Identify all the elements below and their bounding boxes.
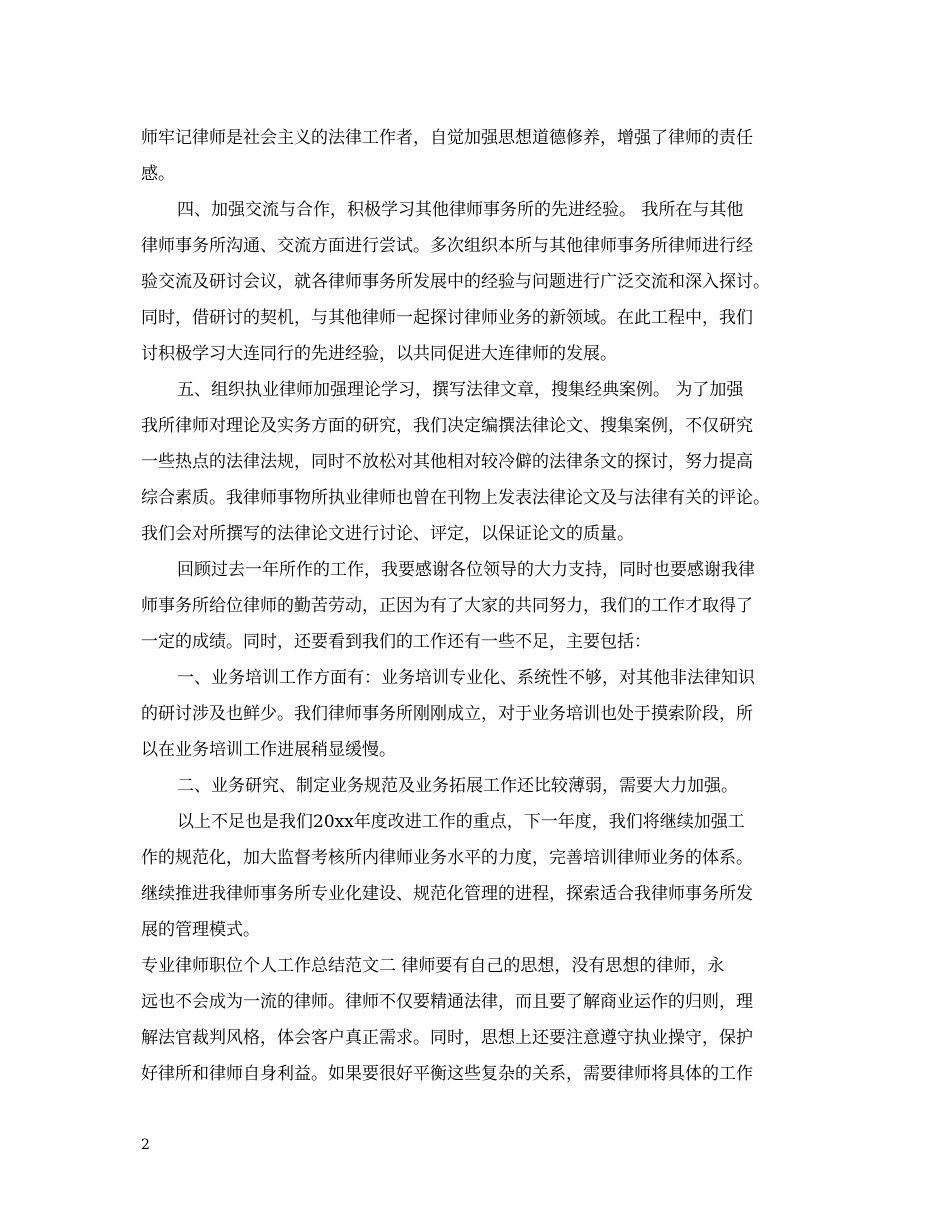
text-line: 作的规范化，加大监督考核所内律师业务水平的力度，完善培训律师业务的体系。 — [141, 848, 753, 868]
text-line: 我所律师对理论及实务方面的研究，我们决定编撰法律论文、搜集案例，不仅研究 — [141, 416, 753, 436]
text-line: 远也不会成为一流的律师。律师不仅要精通法律，而且要了解商业运作的归则，理 — [141, 992, 753, 1012]
text-line: 专业律师职位个人工作总结范文二 律师要有自己的思想，没有思想的律师，永 — [141, 956, 725, 976]
text-line: 五、组织执业律师加强理论学习，撰写法律文章，搜集经典案例。 为了加强 — [177, 380, 744, 400]
text-line: 一定的成绩。同时，还要看到我们的工作还有一些不足，主要包括： — [141, 632, 651, 652]
text-line: 律师事务所沟通、交流方面进行尝试。多次组织本所与其他律师事务所律师进行经 — [141, 236, 753, 256]
text-line: 感。 — [141, 164, 175, 184]
text-line: 展的管理模式。 — [141, 920, 260, 940]
text-line: 综合素质。我律师事物所执业律师也曾在刊物上发表法律论文及与法律有关的评论。 — [141, 488, 770, 508]
text-line: 继续推进我律师事务所专业化建设、规范化管理的进程，探索适合我律师事务所发 — [141, 884, 753, 904]
text-line: 以在业务培训工作进展稍显缓慢。 — [141, 740, 396, 760]
page-number: 2 — [141, 1137, 150, 1153]
text-line: 师事务所给位律师的勤苦劳动，正因为有了大家的共同努力，我们的工作才取得了 — [141, 596, 753, 616]
text-line: 四、加强交流与合作，积极学习其他律师事务所的先进经验。 我所在与其他 — [177, 200, 744, 220]
text-line: 的研讨涉及也鲜少。我们律师事务所刚刚成立，对于业务培训也处于摸索阶段，所 — [141, 704, 753, 724]
text-line: 解法官裁判风格，体会客户真正需求。同时，思想上还要注意遵守执业操守，保护 — [141, 1028, 753, 1048]
body-text — [141, 120, 813, 1092]
text-line: 一些热点的法律法规，同时不放松对其他相对较冷僻的法律条文的探讨，努力提高 — [141, 452, 753, 472]
text-line: 师牢记律师是社会主义的法律工作者，自觉加强思想道德修养，增强了律师的责任 — [141, 128, 753, 148]
text-line: 同时，借研讨的契机，与其他律师一起探讨律师业务的新领域。在此工程中，我们 — [141, 308, 753, 328]
text-line: 好律所和律师自身利益。如果要很好平衡这些复杂的关系，需要律师将具体的工作 — [141, 1064, 753, 1084]
text-line: 一、业务培训工作方面有：业务培训专业化、系统性不够，对其他非法律知识 — [177, 668, 755, 688]
text-line: 讨积极学习大连同行的先进经验，以共同促进大连律师的发展。 — [141, 344, 617, 364]
text-line: 以上不足也是我们20xx年度改进工作的重点，下一年度，我们将继续加强工 — [177, 812, 745, 832]
text-line: 我们会对所撰写的法律论文进行讨论、评定，以保证论文的质量。 — [141, 524, 634, 544]
text-line: 二、业务研究、制定业务规范及业务拓展工作还比较薄弱，需要大力加强。 — [177, 776, 738, 796]
text-line: 验交流及研讨会议，就各律师事务所发展中的经验与问题进行广泛交流和深入探讨。 — [141, 272, 770, 292]
text-line: 回顾过去一年所作的工作，我要感谢各位领导的大力支持，同时也要感谢我律 — [177, 560, 755, 580]
